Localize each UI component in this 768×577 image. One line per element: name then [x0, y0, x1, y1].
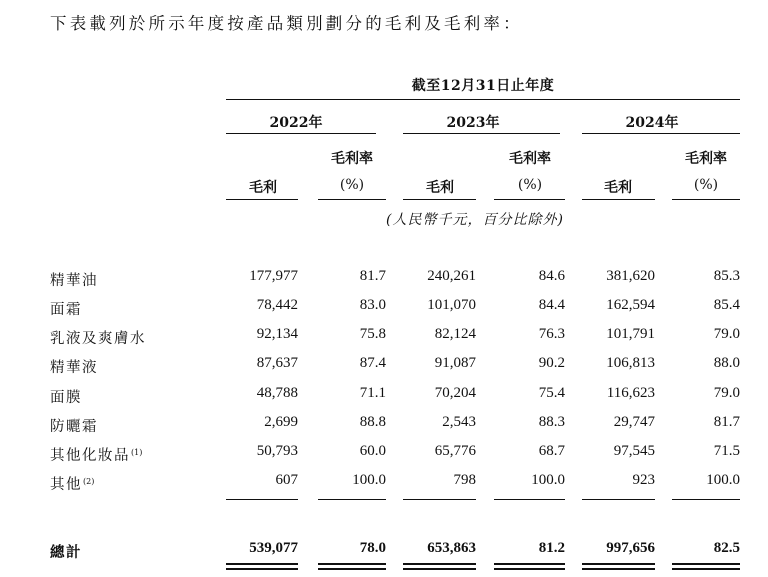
row-label — [50, 269, 98, 290]
subtotal-rule — [494, 499, 565, 500]
col-header-gross-profit: 毛利 — [249, 180, 277, 196]
col-header-rule — [672, 199, 740, 200]
cell-gross-profit: 82,124 — [434, 326, 476, 342]
cell-gross-margin: 84.4 — [538, 297, 565, 313]
total-label: 總計 — [50, 544, 82, 561]
cell-gross-margin: 85.4 — [713, 297, 740, 313]
year-rule-2023 — [403, 133, 560, 134]
year-rule-2024 — [582, 133, 740, 134]
total-gross-margin: 81.2 — [538, 540, 565, 556]
col-header-margin-line2: (%) — [339, 177, 365, 193]
subtotal-rule — [582, 499, 655, 500]
year-2023: 2023年 — [446, 115, 500, 131]
cell-gross-profit: 240,261 — [427, 268, 476, 284]
total-underline — [403, 563, 476, 570]
cell-gross-margin: 68.7 — [538, 443, 565, 459]
cell-gross-margin: 71.1 — [359, 385, 386, 401]
cell-gross-profit: 65,776 — [434, 443, 476, 459]
cell-gross-margin: 100.0 — [706, 472, 740, 488]
footnote-ref: (1) — [131, 448, 143, 457]
row-label — [50, 444, 142, 465]
row-label — [50, 415, 98, 436]
intro-text: 下表載列於所示年度按產品類別劃分的毛利及毛利率： — [50, 14, 523, 33]
cell-gross-margin: 76.3 — [538, 326, 565, 342]
cell-gross-margin: 85.3 — [713, 268, 740, 284]
total-gross-margin: 78.0 — [359, 540, 386, 556]
cell-gross-margin: 79.0 — [713, 385, 740, 401]
cell-gross-profit: 2,543 — [442, 414, 476, 430]
row-label — [50, 356, 98, 377]
row-label-text: 乳液及爽膚水 — [50, 331, 146, 347]
cell-gross-profit: 2,699 — [264, 414, 298, 430]
cell-gross-margin: 88.3 — [538, 414, 565, 430]
cell-gross-profit: 48,788 — [256, 385, 298, 401]
row-label-text: 面膜 — [50, 390, 82, 406]
year-2022: 2022年 — [269, 115, 323, 131]
unit-note: (人民幣千元，百分比除外) — [386, 212, 564, 228]
row-label — [50, 327, 146, 348]
cell-gross-profit: 29,747 — [613, 414, 655, 430]
cell-gross-margin: 84.6 — [538, 268, 565, 284]
period-rule — [226, 99, 740, 100]
row-label — [50, 386, 82, 407]
col-header-rule — [494, 199, 565, 200]
cell-gross-profit: 91,087 — [434, 355, 476, 371]
period-header: 截至12月31日止年度 — [411, 78, 555, 94]
subtotal-rule — [318, 499, 386, 500]
row-label — [50, 298, 82, 319]
col-header-gross-profit: 毛利 — [604, 180, 632, 196]
cell-gross-margin: 75.4 — [538, 385, 565, 401]
total-underline — [318, 563, 386, 570]
cell-gross-profit: 607 — [275, 472, 298, 488]
cell-gross-profit: 106,813 — [606, 355, 655, 371]
cell-gross-margin: 71.5 — [713, 443, 740, 459]
total-gross-margin: 82.5 — [713, 540, 740, 556]
cell-gross-profit: 78,442 — [256, 297, 298, 313]
subtotal-rule — [672, 499, 740, 500]
cell-gross-profit: 87,637 — [256, 355, 298, 371]
year-rule-2022 — [226, 133, 376, 134]
cell-gross-profit: 798 — [453, 472, 476, 488]
cell-gross-profit: 97,545 — [613, 443, 655, 459]
cell-gross-margin: 79.0 — [713, 326, 740, 342]
col-header-margin-line2: (%) — [517, 177, 543, 193]
cell-gross-margin: 88.0 — [713, 355, 740, 371]
footnote-ref: (2) — [83, 477, 95, 486]
year-2024: 2024年 — [625, 115, 679, 131]
cell-gross-profit: 50,793 — [256, 443, 298, 459]
row-label-text: 精華液 — [50, 360, 98, 376]
total-underline — [672, 563, 740, 570]
total-gross-profit: 653,863 — [427, 540, 476, 556]
subtotal-rule — [403, 499, 476, 500]
cell-gross-margin: 87.4 — [359, 355, 386, 371]
cell-gross-profit: 92,134 — [256, 326, 298, 342]
row-label-text: 精華油 — [50, 273, 98, 289]
row-label — [50, 473, 94, 494]
cell-gross-margin: 90.2 — [538, 355, 565, 371]
cell-gross-profit: 162,594 — [606, 297, 655, 313]
cell-gross-margin: 100.0 — [531, 472, 565, 488]
row-label-text: 面霜 — [50, 302, 82, 318]
row-label-text: 其他 — [50, 477, 82, 493]
total-underline — [494, 563, 565, 570]
cell-gross-profit: 381,620 — [606, 268, 655, 284]
total-gross-profit: 539,077 — [249, 540, 298, 556]
cell-gross-margin: 81.7 — [359, 268, 386, 284]
row-label-text: 防曬霜 — [50, 419, 98, 435]
cell-gross-profit: 101,791 — [606, 326, 655, 342]
cell-gross-margin: 75.8 — [359, 326, 386, 342]
total-underline — [582, 563, 655, 570]
cell-gross-profit: 116,623 — [606, 385, 655, 401]
col-header-rule — [318, 199, 386, 200]
cell-gross-margin: 100.0 — [352, 472, 386, 488]
col-header-rule — [403, 199, 476, 200]
cell-gross-margin: 88.8 — [359, 414, 386, 430]
row-label-text: 其他化妝品 — [50, 448, 130, 464]
cell-gross-margin: 83.0 — [359, 297, 386, 313]
col-header-gross-profit: 毛利 — [426, 180, 454, 196]
col-header-margin-line1: 毛利率 — [509, 151, 551, 167]
col-header-margin-line1: 毛利率 — [331, 151, 373, 167]
cell-gross-margin: 81.7 — [713, 414, 740, 430]
col-header-rule — [226, 199, 298, 200]
total-underline — [226, 563, 298, 570]
col-header-rule — [582, 199, 655, 200]
subtotal-rule — [226, 499, 298, 500]
total-gross-profit: 997,656 — [606, 540, 655, 556]
cell-gross-margin: 60.0 — [359, 443, 386, 459]
col-header-margin-line1: 毛利率 — [685, 151, 727, 167]
cell-gross-profit: 923 — [632, 472, 655, 488]
cell-gross-profit: 101,070 — [427, 297, 476, 313]
col-header-margin-line2: (%) — [693, 177, 719, 193]
cell-gross-profit: 70,204 — [434, 385, 476, 401]
cell-gross-profit: 177,977 — [249, 268, 298, 284]
